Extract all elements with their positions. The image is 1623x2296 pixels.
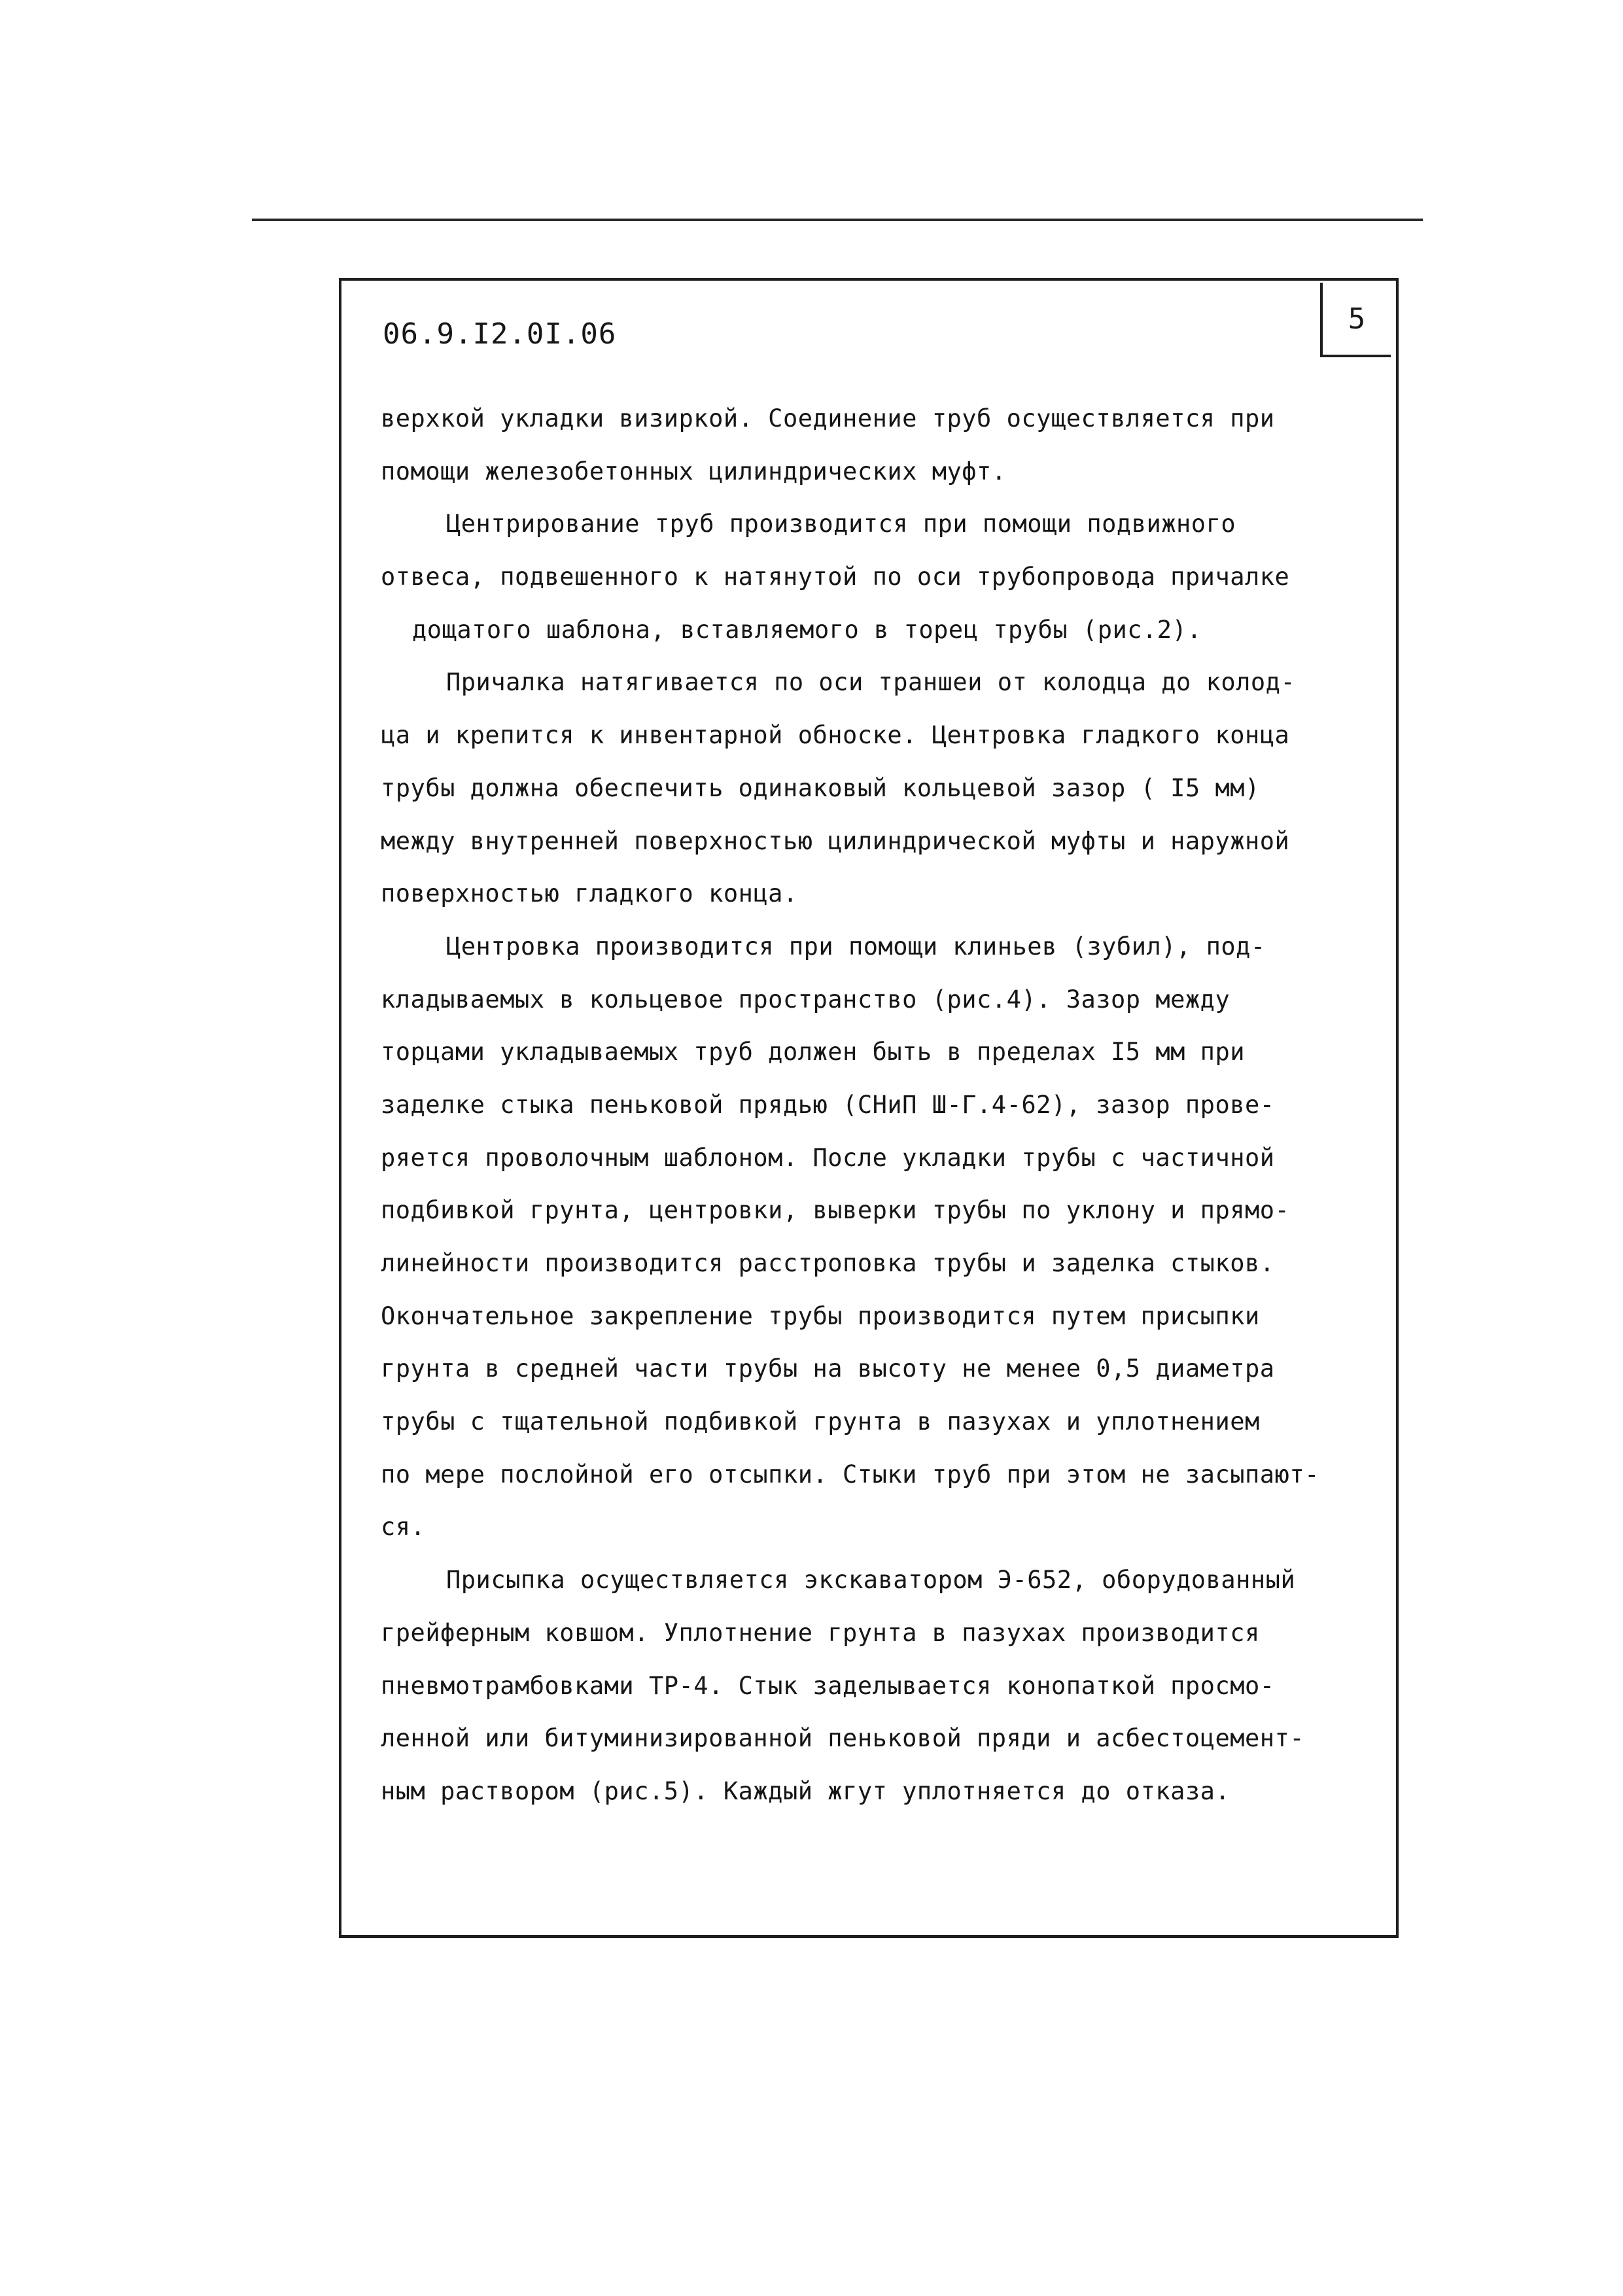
text-line: ца и крепится к инвентарной обноске. Центровка гладкого конца xyxy=(381,721,1290,750)
text-line: торцами укладываемых труб должен быть в пределах I5 мм при xyxy=(381,1038,1246,1067)
text-line: ным раствором (рис.5). Каждый жгут уплотняется до отказа. xyxy=(381,1776,1230,1805)
text-line: верхкой укладки визиркой. Соединение труб осуществляется при xyxy=(381,404,1275,433)
text-line: Окончательное закрепление трубы производится путем присыпки xyxy=(381,1301,1260,1330)
text-line: Причалка натягивается по оси траншеи от колодца до колод- xyxy=(446,668,1296,697)
body-text xyxy=(381,393,1375,1818)
text-line: трубы с тщательной подбивкой грунта в пазухах и уплотнением xyxy=(381,1407,1260,1436)
document-code: 06.9.I2.0I.06 xyxy=(383,317,617,351)
text-line: кладываемых в кольцевое пространство (рис.4). Зазор между xyxy=(381,985,1230,1014)
text-line: пневмотрамбовками ТР-4. Стык заделывается конопаткой просмо- xyxy=(381,1671,1275,1700)
text-line: между внутренней поверхностью цилиндрической муфты и наружной xyxy=(381,826,1290,855)
text-line: по мере послойной его отсыпки. Стыки труб при этом не засыпают- xyxy=(381,1460,1319,1489)
text-line: ряется проволочным шаблоном. После укладки трубы с частичной xyxy=(381,1143,1275,1172)
text-line: Центрирование труб производится при помощи подвижного xyxy=(446,510,1236,539)
text-line: грунта в средней части трубы на высоту не менее 0,5 диаметра xyxy=(381,1354,1275,1383)
page-number-box xyxy=(1320,283,1391,357)
text-line: дощатого шаблона, вставляемого в торец трубы (рис.2). xyxy=(412,615,1202,644)
page-number: 5 xyxy=(1348,302,1366,336)
text-line: Присыпка осуществляется экскаватором Э-652, оборудованный xyxy=(446,1566,1296,1595)
text-line: поверхностью гладкого конца. xyxy=(381,879,798,908)
text-line: линейности производится расстроповка трубы и заделка стыков. xyxy=(381,1249,1275,1277)
text-line: помощи железобетонных цилиндрических муфт. xyxy=(381,457,1007,486)
text-line: ся. xyxy=(381,1513,426,1542)
text-line: ленной или битуминизированной пеньковой пряди и асбестоцемент- xyxy=(381,1724,1305,1753)
text-line: подбивкой грунта, центровки, выверки трубы по уклону и прямо- xyxy=(381,1196,1290,1225)
text-line: трубы должна обеспечить одинаковый кольцевой зазор ( I5 мм) xyxy=(381,773,1260,802)
text-line: Центровка производится при помощи клиньев (зубил), под- xyxy=(446,932,1266,961)
text-line: грейферным ковшом. Уплотнение грунта в пазухах производится xyxy=(381,1618,1260,1647)
top-rule xyxy=(252,219,1423,221)
text-line: заделке стыка пеньковой прядью (СНиП Ш-Г.4-62), зазор прове- xyxy=(381,1090,1275,1119)
text-line: отвеса, подвешенного к натянутой по оси трубопровода причалке xyxy=(381,563,1290,592)
